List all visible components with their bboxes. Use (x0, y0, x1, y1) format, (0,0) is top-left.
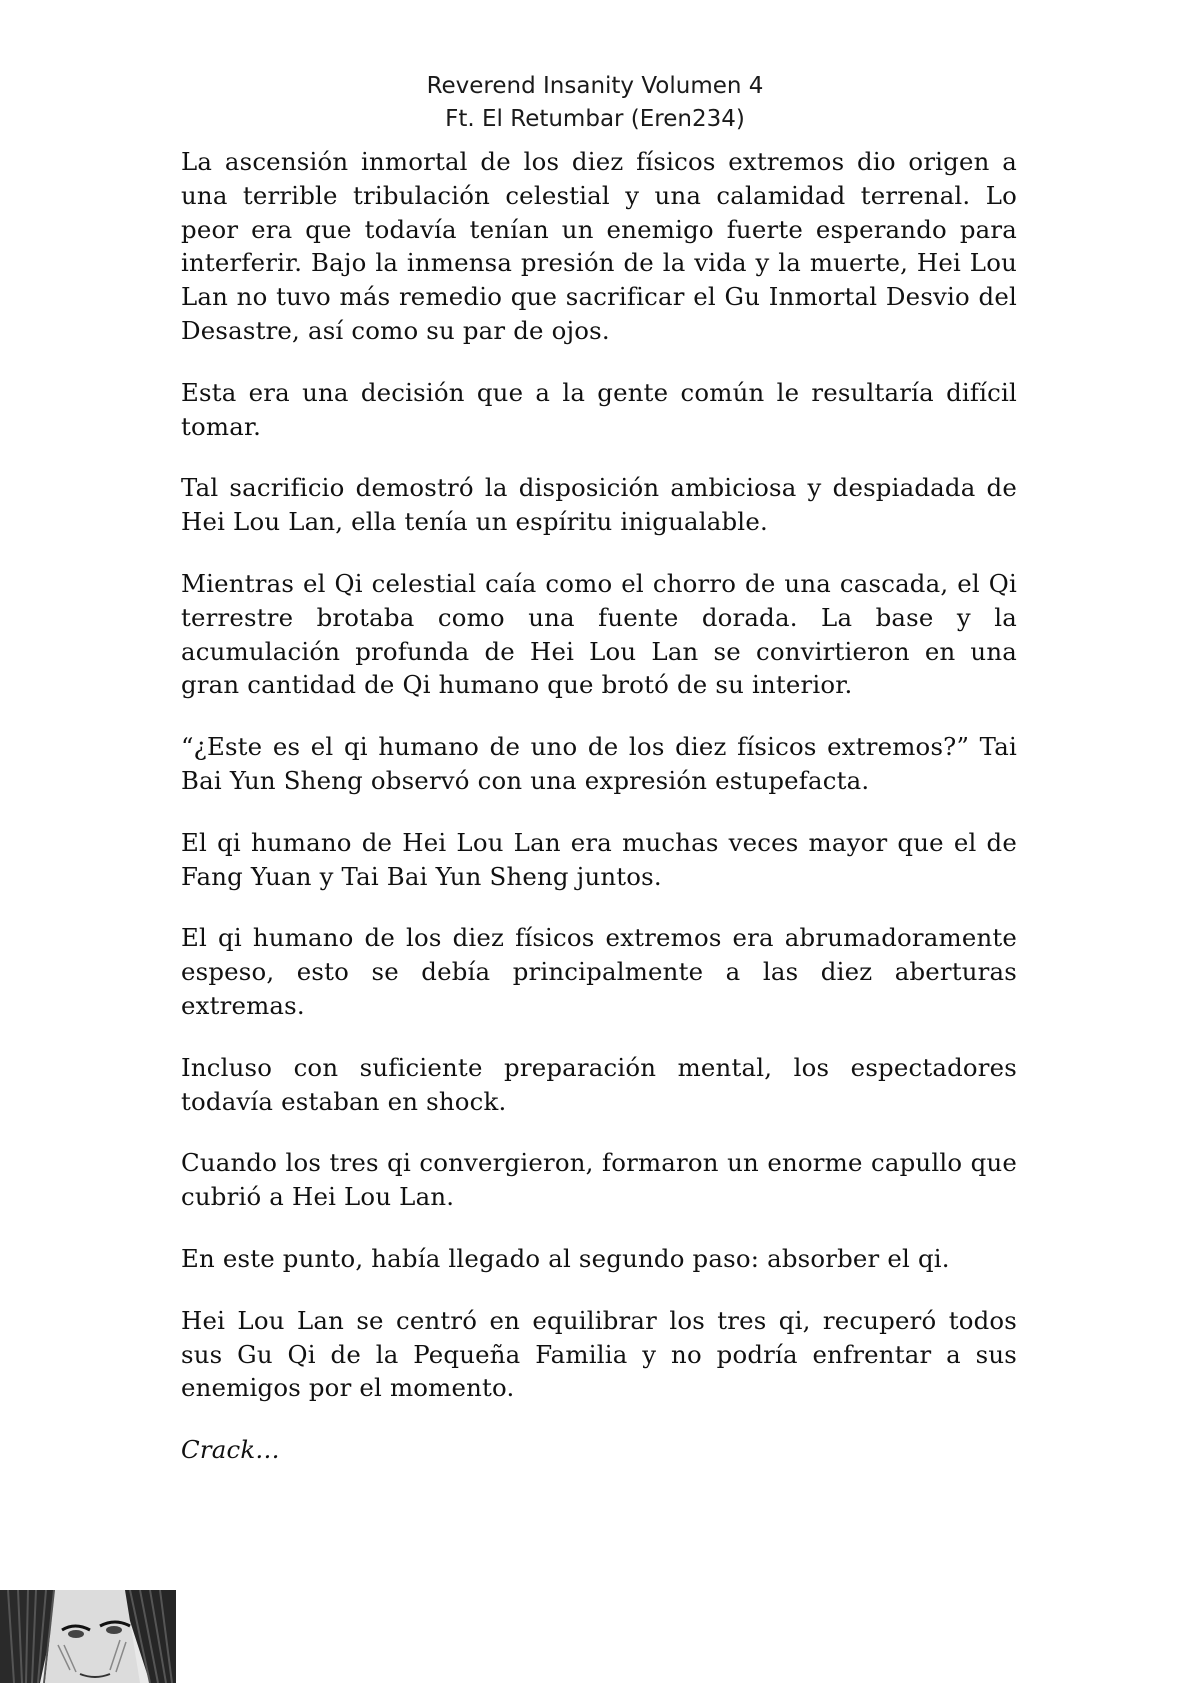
paragraph: “¿Este es el qi humano de uno de los diez físicos extremos?” Tai Bai Yun Sheng observó con una expresión estupefacta. (181, 732, 1017, 795)
paragraph: El qi humano de Hei Lou Lan era muchas veces mayor que el de Fang Yuan y Tai Bai Yun Sheng juntos. (181, 827, 1017, 891)
paragraph: La ascensión inmortal de los diez físicos extremos dio origen a una terrible tribulación celestial y una calamidad terrenal. Lo peor era que todavía tenían un enemigo fuerte esperando para interferir. Bajo la inmensa presión de la vida y la muerte, Hei Lou Lan no tuvo más remedio que sacrificar el Gu Inmortal Desvio del Desastre, así como su par de ojos. (181, 147, 1017, 345)
header-title: Reverend Insanity Volumen 4 (426, 73, 764, 99)
paragraph: En este punto, había llegado al segundo paso: absorber el qi. (181, 1243, 950, 1273)
manga-face-sketch (0, 1590, 176, 1683)
paragraph: Cuando los tres qi convergieron, formaron un enorme capullo que cubrió a Hei Lou Lan. (181, 1148, 1017, 1212)
paragraph: Tal sacrificio demostró la disposición ambiciosa y despiadada de Hei Lou Lan, ella tenía un espíritu inigualable. (181, 473, 1017, 537)
chapter-body (181, 145, 1017, 1495)
paragraph: El qi humano de los diez físicos extremos era abrumadoramente espeso, esto se debía principalmente a las diez aberturas extremas. (181, 923, 1017, 1020)
paragraph: Esta era una decisión que a la gente común le resultaría difícil tomar. (181, 377, 1017, 441)
header-credit: Ft. El Retumbar (Eren234) (445, 106, 745, 132)
paragraph: Mientras el Qi celestial caía como el chorro de una cascada, el Qi terrestre brotaba como una fuente dorada. La base y la acumulación profunda de Hei Lou Lan se convirtieron en una gran cantidad de Qi humano que brotó de su interior. (181, 568, 1017, 700)
paragraph: Incluso con suficiente preparación mental, los espectadores todavía estaban en shock. (181, 1052, 1017, 1116)
paragraph: Hei Lou Lan se centró en equilibrar los tres qi, recuperó todos sus Gu Qi de la Pequeña Familia y no podría enfrentar a sus enemigos por el momento. (181, 1305, 1017, 1403)
character-portrait-image (0, 1590, 176, 1683)
page-header (0, 70, 1190, 136)
closing-sound-effect: Crack… (181, 1435, 280, 1465)
